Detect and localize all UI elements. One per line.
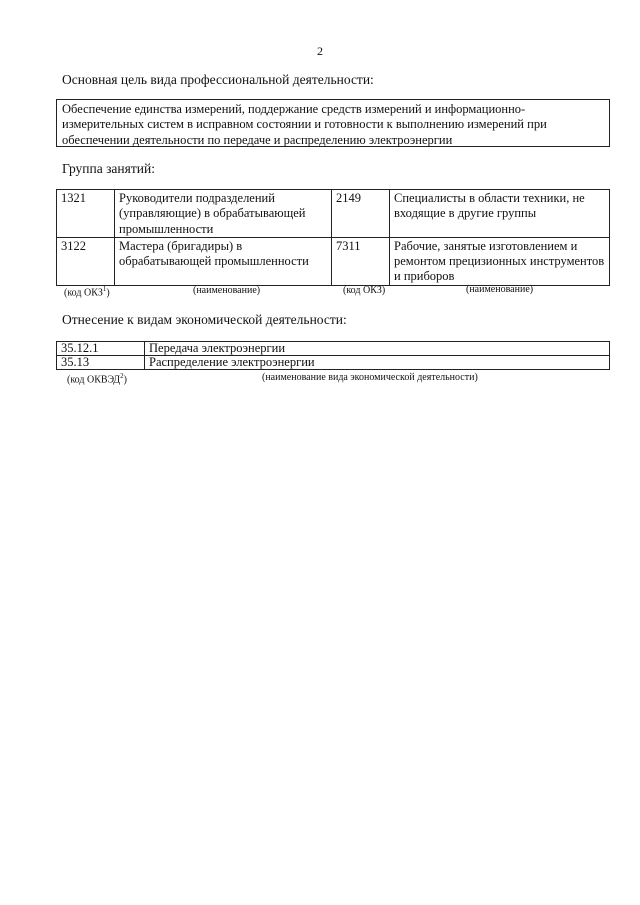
okz-name-cell: Руководители подразделений (управляющие) в обрабатывающей промышленности: [115, 190, 332, 238]
okz-name-cell: Специалисты в области техники, не входящие в другие группы: [390, 190, 610, 238]
main-goal-text: Обеспечение единства измерений, поддержание средств измерений и информационно-измерительных систем в исправном состоянии и готовности к выполнению измерений при обеспечении деятельности по передаче и распределению электроэнергии: [62, 102, 547, 147]
okved-code-cell: 35.12.1: [57, 342, 145, 356]
occupation-group-table: [56, 189, 610, 286]
okved-code-caption: (код ОКВЭД$^2$): [67, 372, 127, 386]
okz-code-cell: 7311: [332, 237, 390, 285]
okved-name-cell: Распределение электроэнергии: [145, 356, 610, 370]
economic-activity-table: [56, 341, 610, 370]
okz-code-cell: 2149: [332, 190, 390, 238]
okz-code-caption-2: (код ОКЗ): [343, 285, 386, 296]
okz-code-caption: (код ОКЗ$^1$): [64, 285, 110, 299]
okz-code-cell: 1321: [57, 190, 115, 238]
okz-code-cell: 3122: [57, 237, 115, 285]
table-row: [57, 342, 610, 356]
page-number: 2: [317, 44, 323, 58]
table-row: [57, 356, 610, 370]
okved-name-cell: Передача электроэнергии: [145, 342, 610, 356]
occupation-group-heading: Группа занятий:: [62, 161, 155, 176]
okved-code-cell: 35.13: [57, 356, 145, 370]
economic-activity-heading: Отнесение к видам экономической деятельности:: [62, 312, 347, 327]
okz-name-caption: (наименование): [193, 285, 261, 296]
table-row: [57, 237, 610, 285]
table-row: [57, 190, 610, 238]
okved-name-caption: (наименование вида экономической деятельности): [262, 372, 478, 383]
okz-name-cell: Мастера (бригадиры) в обрабатывающей промышленности: [115, 237, 332, 285]
main-goal-heading: Основная цель вида профессиональной деятельности:: [62, 72, 374, 87]
main-goal-box: [56, 99, 610, 147]
okz-name-cell: Рабочие, занятые изготовлением и ремонтом прецизионных инструментов и приборов: [390, 237, 610, 285]
okz-name-caption-2: (наименование): [466, 284, 534, 295]
